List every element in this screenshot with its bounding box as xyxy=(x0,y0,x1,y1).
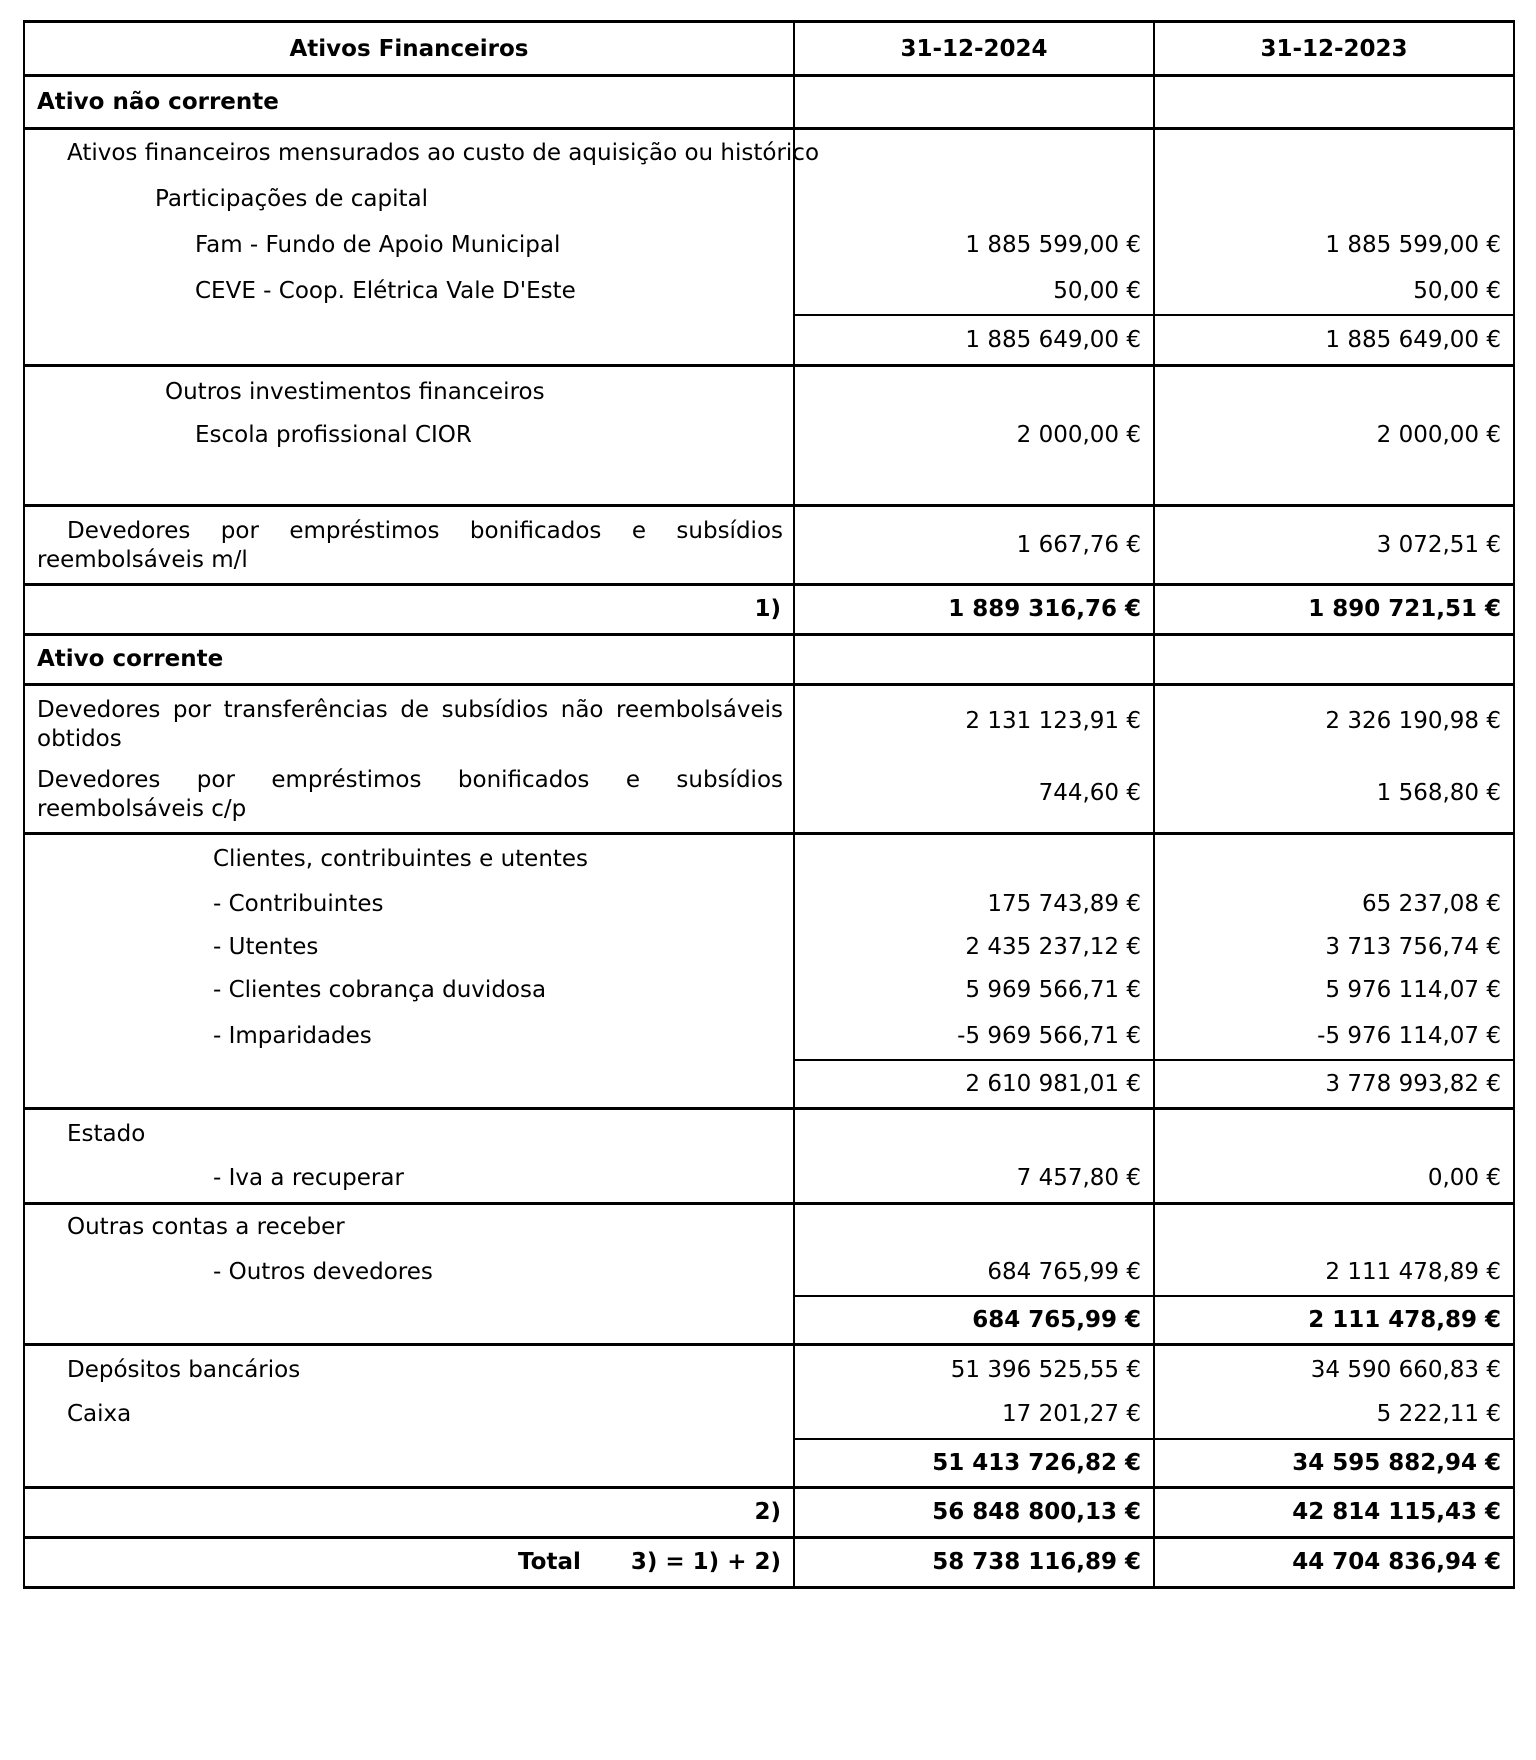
row-label: Depósitos bancários xyxy=(67,1357,301,1383)
total-label: 2) xyxy=(754,1499,781,1525)
row-devedores-ml xyxy=(24,506,1514,585)
value-2024: 1 885 599,00 € xyxy=(965,232,1141,258)
value-2023: 2 326 190,98 € xyxy=(1325,708,1501,734)
value-2024: -5 969 566,71 € xyxy=(957,1023,1141,1049)
group-depositos-caixa xyxy=(24,1345,1514,1488)
value-2023: 34 590 660,83 € xyxy=(1310,1357,1501,1383)
value-2023: 65 237,08 € xyxy=(1362,891,1501,917)
value-2024: 2 131 123,91 € xyxy=(965,708,1141,734)
group-outros-investimentos xyxy=(24,366,1514,506)
header-2024: 31-12-2024 xyxy=(794,22,1154,76)
grand-total-2023: 44 704 836,94 € xyxy=(1292,1549,1501,1575)
group-label: Estado xyxy=(67,1121,146,1147)
row-label: - Clientes cobrança duvidosa xyxy=(213,977,547,1003)
total-row-2 xyxy=(24,1488,1514,1538)
value-2023: 2 111 478,89 € xyxy=(1325,1259,1501,1285)
subtotal-2023: 1 885 649,00 € xyxy=(1155,314,1513,364)
row-label: - Utentes xyxy=(213,934,319,960)
total-2024: 1 889 316,76 € xyxy=(948,596,1141,622)
value-2024: 51 396 525,55 € xyxy=(950,1357,1141,1383)
row-label: CEVE - Coop. Elétrica Vale D'Este xyxy=(195,278,576,304)
subtotal-2024: 2 610 981,01 € xyxy=(795,1059,1153,1107)
section-row-ativo-corrente xyxy=(24,635,1514,685)
row-label: - Imparidades xyxy=(213,1023,372,1049)
value-2024: 50,00 € xyxy=(1053,278,1141,304)
value-2023: 50,00 € xyxy=(1413,278,1501,304)
subtotal-2024: 51 413 726,82 € xyxy=(795,1438,1153,1486)
value-2023: 1 568,80 € xyxy=(1376,780,1501,806)
value-2024: 7 457,80 € xyxy=(1016,1165,1141,1191)
group-label: Ativos financeiros mensurados ao custo de aquisição ou histórico xyxy=(67,140,820,166)
row-label: - Outros devedores xyxy=(213,1259,433,1285)
group-devedores-corrente xyxy=(24,685,1514,834)
value-2023: 1 885 599,00 € xyxy=(1325,232,1501,258)
value-2024: 5 969 566,71 € xyxy=(965,977,1141,1003)
subtotal-2023: 34 595 882,94 € xyxy=(1155,1438,1513,1486)
total-2023: 1 890 721,51 € xyxy=(1308,596,1501,622)
row-label-cont: reembolsáveis m/l xyxy=(37,547,248,573)
row-label: - Contribuintes xyxy=(213,891,384,917)
row-label: Devedores por empréstimos bonificados e subsídios xyxy=(67,518,783,544)
group-estado xyxy=(24,1109,1514,1204)
section-title: Ativo corrente xyxy=(37,646,224,672)
value-2023: 5 222,11 € xyxy=(1376,1401,1501,1427)
header-row xyxy=(24,22,1514,76)
section-row-ativo-nao-corrente xyxy=(24,76,1514,129)
grand-total-row xyxy=(24,1538,1514,1588)
row-label: Escola profissional CIOR xyxy=(195,422,472,448)
subtotal-2023: 3 778 993,82 € xyxy=(1155,1059,1513,1107)
subtotal-2023: 2 111 478,89 € xyxy=(1155,1295,1513,1343)
grand-total-word: Total xyxy=(518,1549,581,1575)
group-participacoes xyxy=(24,129,1514,366)
value-2024: 1 667,76 € xyxy=(1016,532,1141,558)
group-label: Outros investimentos financeiros xyxy=(165,379,545,405)
header-2023: 31-12-2023 xyxy=(1154,22,1514,76)
header-ativos-financeiros: Ativos Financeiros xyxy=(24,22,794,76)
value-2024: 684 765,99 € xyxy=(987,1259,1141,1285)
row-label: - Iva a recuperar xyxy=(213,1165,404,1191)
row-label: Caixa xyxy=(67,1401,132,1427)
total-label: 1) xyxy=(754,596,781,622)
subtotal-2024: 684 765,99 € xyxy=(795,1295,1153,1343)
financial-assets-table xyxy=(23,20,1515,1589)
total-2024: 56 848 800,13 € xyxy=(932,1499,1141,1525)
value-2023: 5 976 114,07 € xyxy=(1325,977,1501,1003)
value-2024: 17 201,27 € xyxy=(1002,1401,1141,1427)
grand-total-formula: 3) = 1) + 2) xyxy=(630,1549,781,1575)
group-label: Clientes, contribuintes e utentes xyxy=(213,846,589,872)
row-label: Devedores por empréstimos bonificados e subsídios reembolsáveis c/p xyxy=(37,767,783,822)
value-2024: 2 435 237,12 € xyxy=(965,934,1141,960)
subtotal-2024: 1 885 649,00 € xyxy=(795,314,1153,364)
grand-total-2024: 58 738 116,89 € xyxy=(932,1549,1141,1575)
value-2023: 3 072,51 € xyxy=(1376,532,1501,558)
group-outras-contas xyxy=(24,1204,1514,1345)
value-2024: 175 743,89 € xyxy=(987,891,1141,917)
total-2023: 42 814 115,43 € xyxy=(1292,1499,1501,1525)
value-2023: 0,00 € xyxy=(1427,1165,1501,1191)
value-2023: 2 000,00 € xyxy=(1376,422,1501,448)
group-label: Outras contas a receber xyxy=(67,1214,345,1240)
value-2023: 3 713 756,74 € xyxy=(1325,934,1501,960)
row-label: Fam - Fundo de Apoio Municipal xyxy=(195,232,561,258)
value-2023: -5 976 114,07 € xyxy=(1317,1023,1501,1049)
group-label: Participações de capital xyxy=(155,186,428,212)
section-title: Ativo não corrente xyxy=(37,89,279,115)
financial-assets-table-wrapper xyxy=(23,20,1513,1589)
value-2024: 744,60 € xyxy=(1038,780,1141,806)
total-row-1 xyxy=(24,585,1514,635)
row-label: Devedores por transferências de subsídios não reembolsáveis obtidos xyxy=(37,697,783,752)
group-clientes xyxy=(24,834,1514,1109)
value-2024: 2 000,00 € xyxy=(1016,422,1141,448)
